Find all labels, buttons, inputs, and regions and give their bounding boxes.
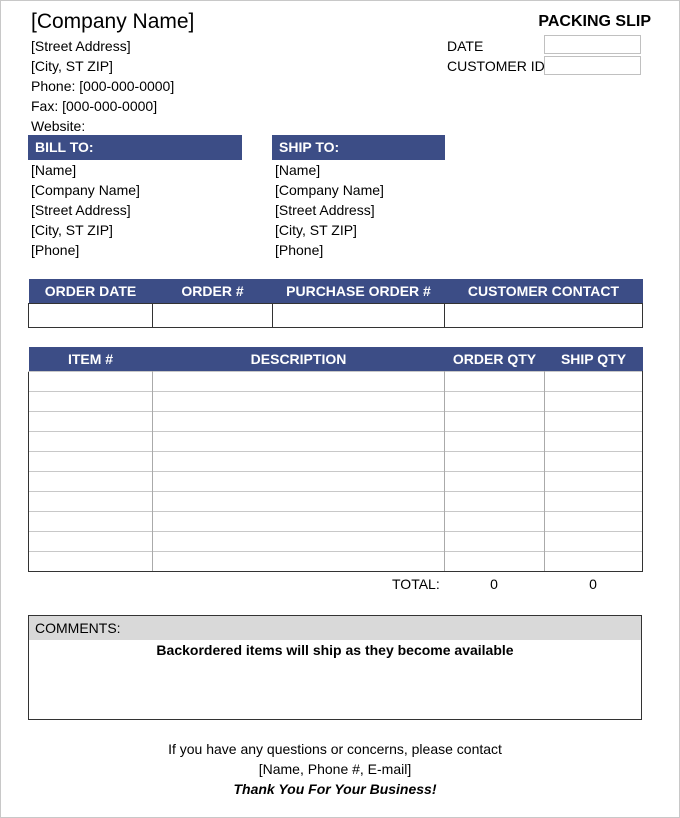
order-qty-cell[interactable]	[445, 412, 545, 432]
bill-to-heading: BILL TO:	[28, 135, 242, 160]
description-header: DESCRIPTION	[153, 347, 445, 372]
item-cell[interactable]	[29, 412, 153, 432]
description-cell[interactable]	[153, 492, 445, 512]
document-title: PACKING SLIP	[538, 13, 651, 30]
table-row	[29, 552, 643, 572]
order-number-cell[interactable]	[153, 304, 273, 328]
company-city: [City, ST ZIP]	[31, 58, 113, 74]
customer-id-field[interactable]	[544, 56, 641, 75]
ship-qty-cell[interactable]	[545, 492, 643, 512]
order-qty-cell[interactable]	[445, 372, 545, 392]
bill-to-company: [Company Name]	[31, 182, 140, 198]
company-fax: Fax: [000-000-0000]	[31, 98, 158, 114]
order-date-cell[interactable]	[29, 304, 153, 328]
footer-contact-details: [Name, Phone #, E-mail]	[258, 761, 412, 777]
bill-to-phone: [Phone]	[31, 242, 80, 258]
description-cell[interactable]	[153, 372, 445, 392]
table-row	[29, 472, 643, 492]
ship-to-street: [Street Address]	[275, 202, 375, 218]
order-qty-cell[interactable]	[445, 432, 545, 452]
description-cell[interactable]	[153, 392, 445, 412]
table-row	[29, 392, 643, 412]
item-cell[interactable]	[29, 392, 153, 412]
company-phone: Phone: [000-000-0000]	[31, 78, 175, 94]
ship-qty-cell[interactable]	[545, 512, 643, 532]
description-cell[interactable]	[153, 412, 445, 432]
description-cell[interactable]	[153, 472, 445, 492]
item-cell[interactable]	[29, 552, 153, 572]
comments-text: Backordered items will ship as they become available	[156, 642, 514, 658]
comments-box[interactable]	[28, 615, 642, 720]
table-row	[29, 372, 643, 392]
ship-qty-cell[interactable]	[545, 392, 643, 412]
total-ship-qty: 0	[589, 576, 597, 592]
item-cell[interactable]	[29, 472, 153, 492]
order-qty-cell[interactable]	[445, 492, 545, 512]
customer-contact-cell[interactable]	[445, 304, 643, 328]
order-qty-header: ORDER QTY	[445, 347, 545, 372]
date-field[interactable]	[544, 35, 641, 54]
date-label: DATE	[447, 38, 484, 54]
comments-heading: COMMENTS:	[29, 616, 641, 640]
ship-qty-cell[interactable]	[545, 532, 643, 552]
company-website: Website:	[31, 118, 86, 134]
customer-id-label: CUSTOMER ID	[447, 58, 545, 74]
order-date-header: ORDER DATE	[29, 279, 153, 304]
ship-qty-cell[interactable]	[545, 412, 643, 432]
ship-qty-header: SHIP QTY	[545, 347, 643, 372]
item-cell[interactable]	[29, 532, 153, 552]
ship-to-block	[275, 162, 384, 262]
order-qty-cell[interactable]	[445, 392, 545, 412]
description-cell[interactable]	[153, 432, 445, 452]
item-cell[interactable]	[29, 432, 153, 452]
bill-to-street: [Street Address]	[31, 202, 131, 218]
total-order-qty: 0	[490, 576, 498, 592]
customer-contact-header: CUSTOMER CONTACT	[445, 279, 643, 304]
item-cell[interactable]	[29, 512, 153, 532]
ship-qty-cell[interactable]	[545, 452, 643, 472]
order-info-table	[28, 279, 643, 328]
table-row	[29, 492, 643, 512]
purchase-order-header: PURCHASE ORDER #	[273, 279, 445, 304]
ship-qty-cell[interactable]	[545, 432, 643, 452]
ship-qty-cell[interactable]	[545, 472, 643, 492]
company-name: [Company Name]	[31, 10, 195, 33]
ship-to-city: [City, ST ZIP]	[275, 222, 357, 238]
ship-to-heading: SHIP TO:	[272, 135, 445, 160]
table-row	[29, 432, 643, 452]
bill-to-city: [City, ST ZIP]	[31, 222, 113, 238]
purchase-order-cell[interactable]	[273, 304, 445, 328]
ship-qty-cell[interactable]	[545, 372, 643, 392]
bill-to-block	[31, 162, 140, 262]
total-label: TOTAL:	[392, 576, 440, 592]
order-qty-cell[interactable]	[445, 552, 545, 572]
footer-contact-line: If you have any questions or concerns, please contact	[168, 741, 502, 757]
order-qty-cell[interactable]	[445, 452, 545, 472]
table-row	[29, 412, 643, 432]
description-cell[interactable]	[153, 512, 445, 532]
item-cell[interactable]	[29, 492, 153, 512]
items-table	[28, 347, 643, 572]
bill-to-name: [Name]	[31, 162, 77, 178]
description-cell[interactable]	[153, 452, 445, 472]
description-cell[interactable]	[153, 532, 445, 552]
ship-qty-cell[interactable]	[545, 552, 643, 572]
order-number-header: ORDER #	[153, 279, 273, 304]
description-cell[interactable]	[153, 552, 445, 572]
company-street: [Street Address]	[31, 38, 131, 54]
item-cell[interactable]	[29, 372, 153, 392]
table-row	[29, 452, 643, 472]
table-row	[29, 532, 643, 552]
ship-to-name: [Name]	[275, 162, 321, 178]
ship-to-phone: [Phone]	[275, 242, 324, 258]
item-cell[interactable]	[29, 452, 153, 472]
table-row	[29, 512, 643, 532]
item-number-header: ITEM #	[29, 347, 153, 372]
footer-thanks: Thank You For Your Business!	[233, 781, 437, 797]
order-qty-cell[interactable]	[445, 512, 545, 532]
ship-to-company: [Company Name]	[275, 182, 384, 198]
order-qty-cell[interactable]	[445, 472, 545, 492]
order-qty-cell[interactable]	[445, 532, 545, 552]
